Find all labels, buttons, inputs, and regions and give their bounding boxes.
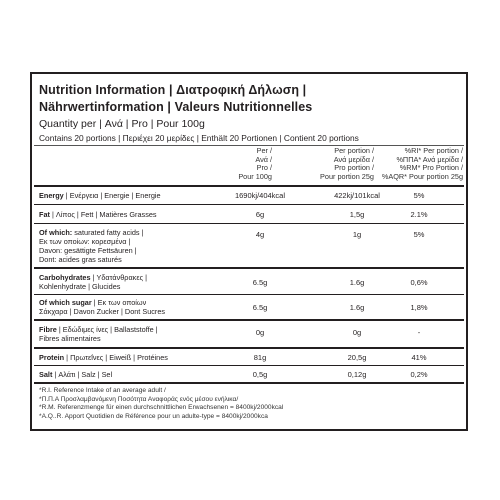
column-header-ri: %RI* Per portion / %ΠΠΑ* Ανά μερίδα / %RM* Pro Portion / %AQR* Pour portion 25g bbox=[381, 146, 463, 181]
row-divider bbox=[34, 294, 464, 295]
row-divider bbox=[34, 204, 464, 205]
value-per-100g: 1690kj/404kcal bbox=[234, 191, 286, 200]
section-divider bbox=[34, 267, 464, 269]
row-divider bbox=[34, 223, 464, 224]
nutrient-label: Protein | Πρωτεΐνες | Eiweiß | Protéines bbox=[39, 353, 168, 362]
footnotes: *R.I. Reference Intake of an average adult / *Π.Π.Α Προσλαμβανόμενη Ποσότητα Αναφοράς ενός μέσου ενήλικα/ *R.M. Referenzmenge für einen durchschnittlichen Erwachsenen = 8400kj/2000kcal *A.Q..R. Apport Quotidien de Référence pour un adulte-type = 8400kj/2000kca bbox=[39, 387, 284, 420]
value-per-100g: 0g bbox=[255, 328, 265, 337]
nutrition-panel bbox=[30, 72, 468, 431]
nutrient-label: Fat | Λίπος | Fett | Matières Grasses bbox=[39, 210, 157, 219]
column-header-per-portion: Per portion / Ανά μερίδα / Pro portion / Pour portion 25g bbox=[320, 146, 374, 181]
value-ri: 2.1% bbox=[410, 210, 428, 219]
value-per-portion: 1g bbox=[352, 230, 362, 239]
table-top-rule bbox=[34, 185, 464, 187]
row-divider bbox=[34, 365, 464, 366]
nutrient-label: Of which sugar | Εκ των οποίων Σάκχαρα | Davon Zucker | Dont Sucres bbox=[39, 298, 166, 316]
title-line-2: Nährwertinformation | Valeurs Nutritionnelles bbox=[39, 100, 313, 114]
value-ri: 5% bbox=[413, 230, 425, 239]
value-ri: - bbox=[417, 328, 421, 337]
value-per-portion: 1,5g bbox=[349, 210, 365, 219]
value-per-100g: 0,5g bbox=[252, 370, 268, 379]
value-per-portion: 422kj/101kcal bbox=[334, 191, 380, 200]
nutrient-label: Fibre | Εδώδιμες ίνες | Ballaststoffe | Fibres alimentaires bbox=[39, 325, 158, 343]
value-per-100g: 6.5g bbox=[252, 278, 268, 287]
quantity-line: Quantity per | Ανά | Pro | Pour 100g bbox=[39, 118, 205, 130]
nutrient-label: Salt | Αλάτι | Salz | Sel bbox=[39, 370, 113, 379]
value-per-100g: 6.5g bbox=[252, 303, 268, 312]
value-ri: 5% bbox=[413, 191, 425, 200]
value-per-portion: 1.6g bbox=[349, 278, 365, 287]
value-per-portion: 0g bbox=[352, 328, 362, 337]
nutrient-label: Of which: saturated fatty acids | Εκ των οποίων: κορεσμένα | Davon: gesättigte Fettsäuren | Dont: acides gras saturés bbox=[39, 228, 144, 264]
column-header-per-100g: Per / Ανά / Pro / Pour 100g bbox=[238, 146, 272, 181]
value-ri: 0,2% bbox=[410, 370, 428, 379]
value-per-portion: 20,5g bbox=[347, 353, 367, 362]
value-per-100g: 81g bbox=[253, 353, 267, 362]
section-divider bbox=[34, 347, 464, 349]
title-line-1: Nutrition Information | Διατροφική Δήλωση | bbox=[39, 83, 307, 97]
header-rule bbox=[34, 145, 464, 146]
value-ri: 0,6% bbox=[410, 278, 428, 287]
value-per-100g: 4g bbox=[255, 230, 265, 239]
nutrient-label: Energy | Ενέργεια | Energie | Energie bbox=[39, 191, 161, 200]
table-bottom-rule bbox=[34, 382, 464, 384]
value-per-portion: 1.6g bbox=[349, 303, 365, 312]
portions-line: Contains 20 portions | Περιέχει 20 μερίδες | Enthält 20 Portionen | Contient 20 portions bbox=[39, 133, 359, 143]
value-ri: 41% bbox=[411, 353, 427, 362]
value-per-100g: 6g bbox=[255, 210, 265, 219]
value-ri: 1,8% bbox=[410, 303, 428, 312]
nutrient-label: Carbohydrates | Υδατάνθρακες | Kohlenhydrate | Glucides bbox=[39, 273, 148, 291]
value-per-portion: 0,12g bbox=[347, 370, 367, 379]
section-divider bbox=[34, 319, 464, 321]
